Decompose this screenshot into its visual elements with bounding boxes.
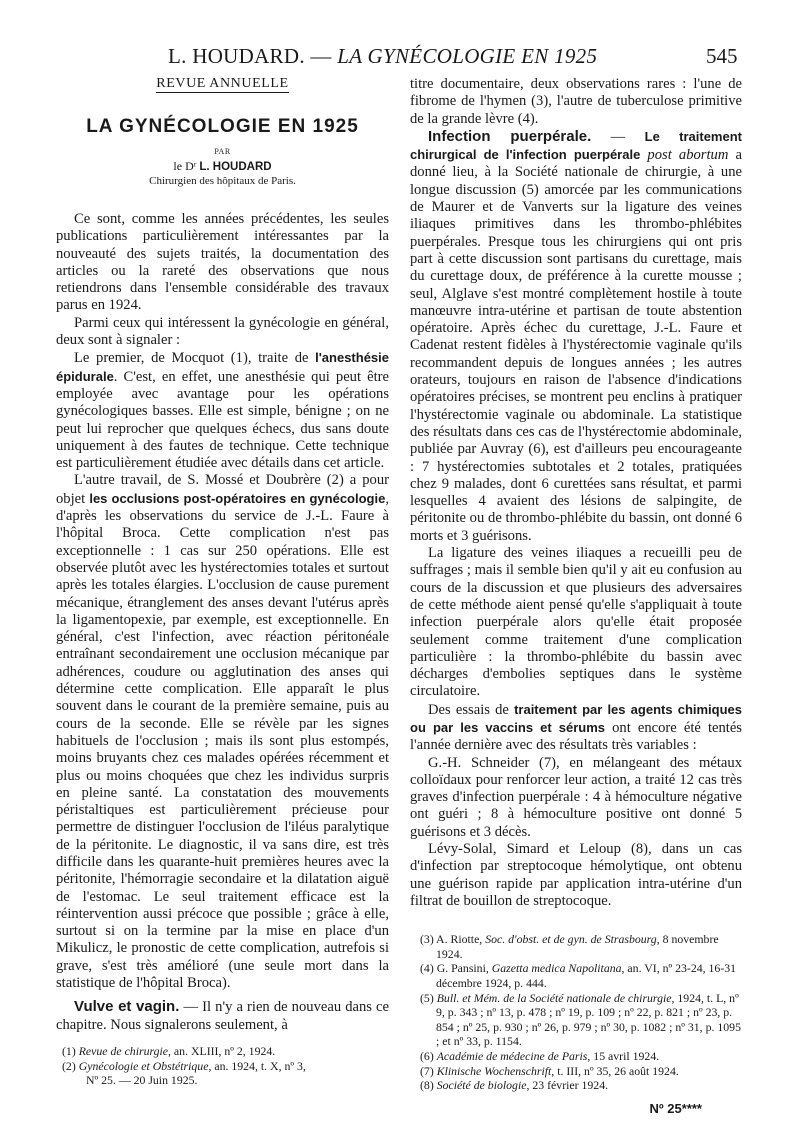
issue-mark: Nº 25. — 20 Juin 1925. bbox=[86, 1073, 198, 1088]
paragraph: Infection puerpérale. — Le traitement chirurgical de l'infection puerpérale post abortum a donné lieu, à la Société nationale de chirurgie, à une longue discussion (5) amorcée par les communications de Maurer et de Vanverts sur la ligature des veines iliaques primitives dans les thrombo-phlébites puerpérales. Presque tous les chirurgiens qui ont pris part à cette discussion sont partisans du curettage, mais du curettage doux, de préférence à la curette mousse ; seul, Alglave s'est montré complètement hostile à toute manœuvre intra-utérine et partisan de toute abstention opératoire. Après échec du curettage, J.-L. Faure et Cadenat restent fidèles à l'hystérectomie vaginale qu'ils recommandent depuis de longues années ; les autres orateurs, toujours en raison de l'absence d'indications opératoires précises, se montrent peu enclins à pratiquer l'hystérectomie vaginale ou abdominale. La statistique des résultats dans ces cas de l'hystérectomie abdominale, publiée par Auvray (6), est d'ailleurs peu encourageante : 7 hystérectomies subtotales et 2 totales, pratiquées chez 9 malades, dont 6 curettées sans résultat, et parmi lesquelles 4 avaient des lésions de salpingite, de péritonite ou de thrombo-phlébite du bassin, ont donné 6 morts et 3 guérisons. bbox=[410, 127, 742, 544]
left-column bbox=[56, 76, 389, 1088]
keyword: Le traitement chirurgical de l'infection puerpérale bbox=[410, 128, 742, 163]
paragraph: Vulve et vagin. — Il n'y a rien de nouveau dans ce chapitre. Nous signalerons seulement, à bbox=[56, 998, 390, 1033]
footnote: (7) Klinische Wochenschrift, t. III, nº 35, 26 août 1924. bbox=[420, 1063, 679, 1078]
keyword: l'anesthésie épidurale bbox=[56, 350, 389, 384]
footnote: (4) G. Pansini, Gazetta medica Napolitana, an. VI, nº 23-24, 16-31 décembre 1924, p. 444. bbox=[420, 961, 737, 991]
by-line: PAR bbox=[214, 147, 231, 156]
paragraph: Lévy-Solal, Simard et Leloup (8), dans un cas d'infection par streptocoque hémolytique, ont obtenu une guérison rapide par application intra-utérine d'un filtrat de bouillon de streptocoque. bbox=[410, 841, 742, 909]
page-number: 545 bbox=[706, 44, 738, 68]
author bbox=[56, 159, 389, 174]
right-column bbox=[410, 76, 742, 1116]
paragraph: La ligature des veines iliaques a recueilli peu de suffrages ; mais il semble bien qu'il y ait eu confusion au cours de la discussion et que plusieurs des adversaires de cette méthode aient pensé qu'elle s'appliquait à toute infection puerpérale alors qu'elle était proposée seulement comme traitement d'une complication particulière : la thrombo-phlébite du bassin avec décharges d'embolies septiques dans le système circulatoire. bbox=[410, 545, 742, 700]
author-name: L. HOUDARD bbox=[199, 161, 272, 173]
signature-mark: Nº 25**** bbox=[649, 1100, 702, 1116]
running-head-title: LA GYNÉCOLOGIE EN 1925 bbox=[337, 44, 598, 68]
section-heading: Infection puerpérale. bbox=[428, 127, 592, 145]
paragraph: Parmi ceux qui intéressent la gynécologie en général, deux sont à signaler : bbox=[56, 314, 389, 349]
running-head bbox=[168, 44, 597, 69]
section-banner: REVUE ANNUELLE bbox=[156, 76, 289, 91]
footnote: (1) Revue de chirurgie, an. XLIII, nº 2, 1924. bbox=[62, 1043, 276, 1058]
footnotes bbox=[410, 932, 742, 1116]
footnote: (3) A. Riotte, Soc. d'obst. et de gyn. de Strasbourg, 8 novembre 1924. bbox=[420, 932, 719, 961]
footnote: (8) Société de biologie, 23 février 1924. bbox=[420, 1078, 609, 1093]
keyword: les occlusions post-opératoires en gynécologie bbox=[89, 490, 386, 506]
running-head-author: L. HOUDARD. — bbox=[168, 44, 338, 68]
paragraph: Le premier, de Mocquot (1), traite de l'anesthésie épidurale. C'est, en effet, une anesthésie qui peut être employée avec avantage pour les opérations gynécologiques basses. Elle est simple, bénigne ; on ne peut lui reprocher que quelques échecs, dus sans doute uniquement à des fautes de technique. Cette technique est particulièrement étudiée avec détails dans cet article. bbox=[56, 350, 389, 472]
footnote: (6) Académie de médecine de Paris, 15 avril 1924. bbox=[420, 1049, 660, 1063]
footnote: (2) Gynécologie et Obstétrique, an. 1924, t. X, nº 3, bbox=[62, 1058, 306, 1073]
keyword: traitement par les agents chimiques ou par les vaccins et sérums bbox=[410, 701, 743, 735]
paragraph: G.-H. Schneider (7), en mélangeant des métaux colloïdaux pour renforcer leur action, a traité 12 cas très graves d'infection puerpérale : 4 à hémoculture négative ont guéri ; 8 à hémoculture positive ont donné 5 guérisons et 3 décès. bbox=[410, 754, 742, 840]
paragraph: titre documentaire, deux observations rares : l'une de fibrome de l'hymen (3), l'autre de tuberculose primitive de la grande lèvre (4). bbox=[410, 76, 742, 127]
footnote: (5) Bull. et Mém. de la Société nationale de chirurgie, 1924, t. L, nº 9, p. 343 ; nº 13, p. 478 ; nº 19, p. 109 ; nº 22, p. 821 ; nº 23, p. 854 ; nº 25, p. 930 ; nº 26, p. 979 ; nº 30, p. 1082 ; nº 31, p. 1095 ; et nº 33, p. 1154. bbox=[420, 990, 741, 1049]
footnotes bbox=[56, 1044, 389, 1088]
author-affiliation: Chirurgien des hôpitaux de Paris. bbox=[149, 175, 296, 187]
paragraph: Des essais de traitement par les agents chimiques ou par les vaccins et sérums ont encore été tentés l'année dernière avec des résultats très variables : bbox=[410, 701, 743, 754]
paragraph: Ce sont, comme les années précédentes, les seules publications particulièrement intéressantes par la nouveauté des sujets traités, la documentation des articles ou la rareté des observations que nous retiendrons dans l'ensemble considérable des travaux parus en 1924. bbox=[56, 211, 389, 314]
author-prefix: le Dʳ bbox=[173, 159, 200, 173]
section-heading: Vulve et vagin. bbox=[74, 998, 180, 1016]
article-title: LA GYNÉCOLOGIE EN 1925 bbox=[86, 116, 359, 137]
paragraph: L'autre travail, de S. Mossé et Doubrère (2) a pour objet les occlusions post-opératoires en gynécologie, d'après les observations du service de J.-L. Faure à l'hôpital Broca. Cette complication n'est pas exceptionnelle : 1 cas sur 250 opérations. Elle est observée plutôt avec les hystérectomies totales et surtout après les totales élargies. L'occlusion de cause purement mécanique, étranglement des anses devant l'utérus après la ligamentopexie, par exemple, est exceptionnelle. En général, c'est l'infection, avec réaction péritonéale entraînant secondairement une occlusion mécanique par adhérences, coudure ou agglutination des anses qui détermine cette complication. Elle apparaît le plus souvent dans le courant de la première semaine, puis au cours de la seconde. Elle se révèle par les signes habituels de l'occlusion ; mais ils sont plus estompés, moins bruyants chez ces malades opérées récemment et plus ou moins choquées que chez les individus surpris en pleine santé. La constatation des mouvements péristaltiques est particulièrement précieuse pour permettre de distinguer l'occlusion de l'iléus paralytique de la péritonite. Le diagnostic, il va sans dire, est très difficile dans les quarante-huit premières heures avec la péritonite, l'hémorragie secondaire et la dilatation aiguë de l'estomac. Le seul traitement efficace est la réintervention aussi précoce que possible ; grâce à elle, surtout si on la termine par la mise en place d'un Mikulicz, le pronostic de cette complication, autrefois si grave, s'est très amélioré (une seule mort dans la statistique de l'hôpital Broca). bbox=[56, 472, 389, 992]
